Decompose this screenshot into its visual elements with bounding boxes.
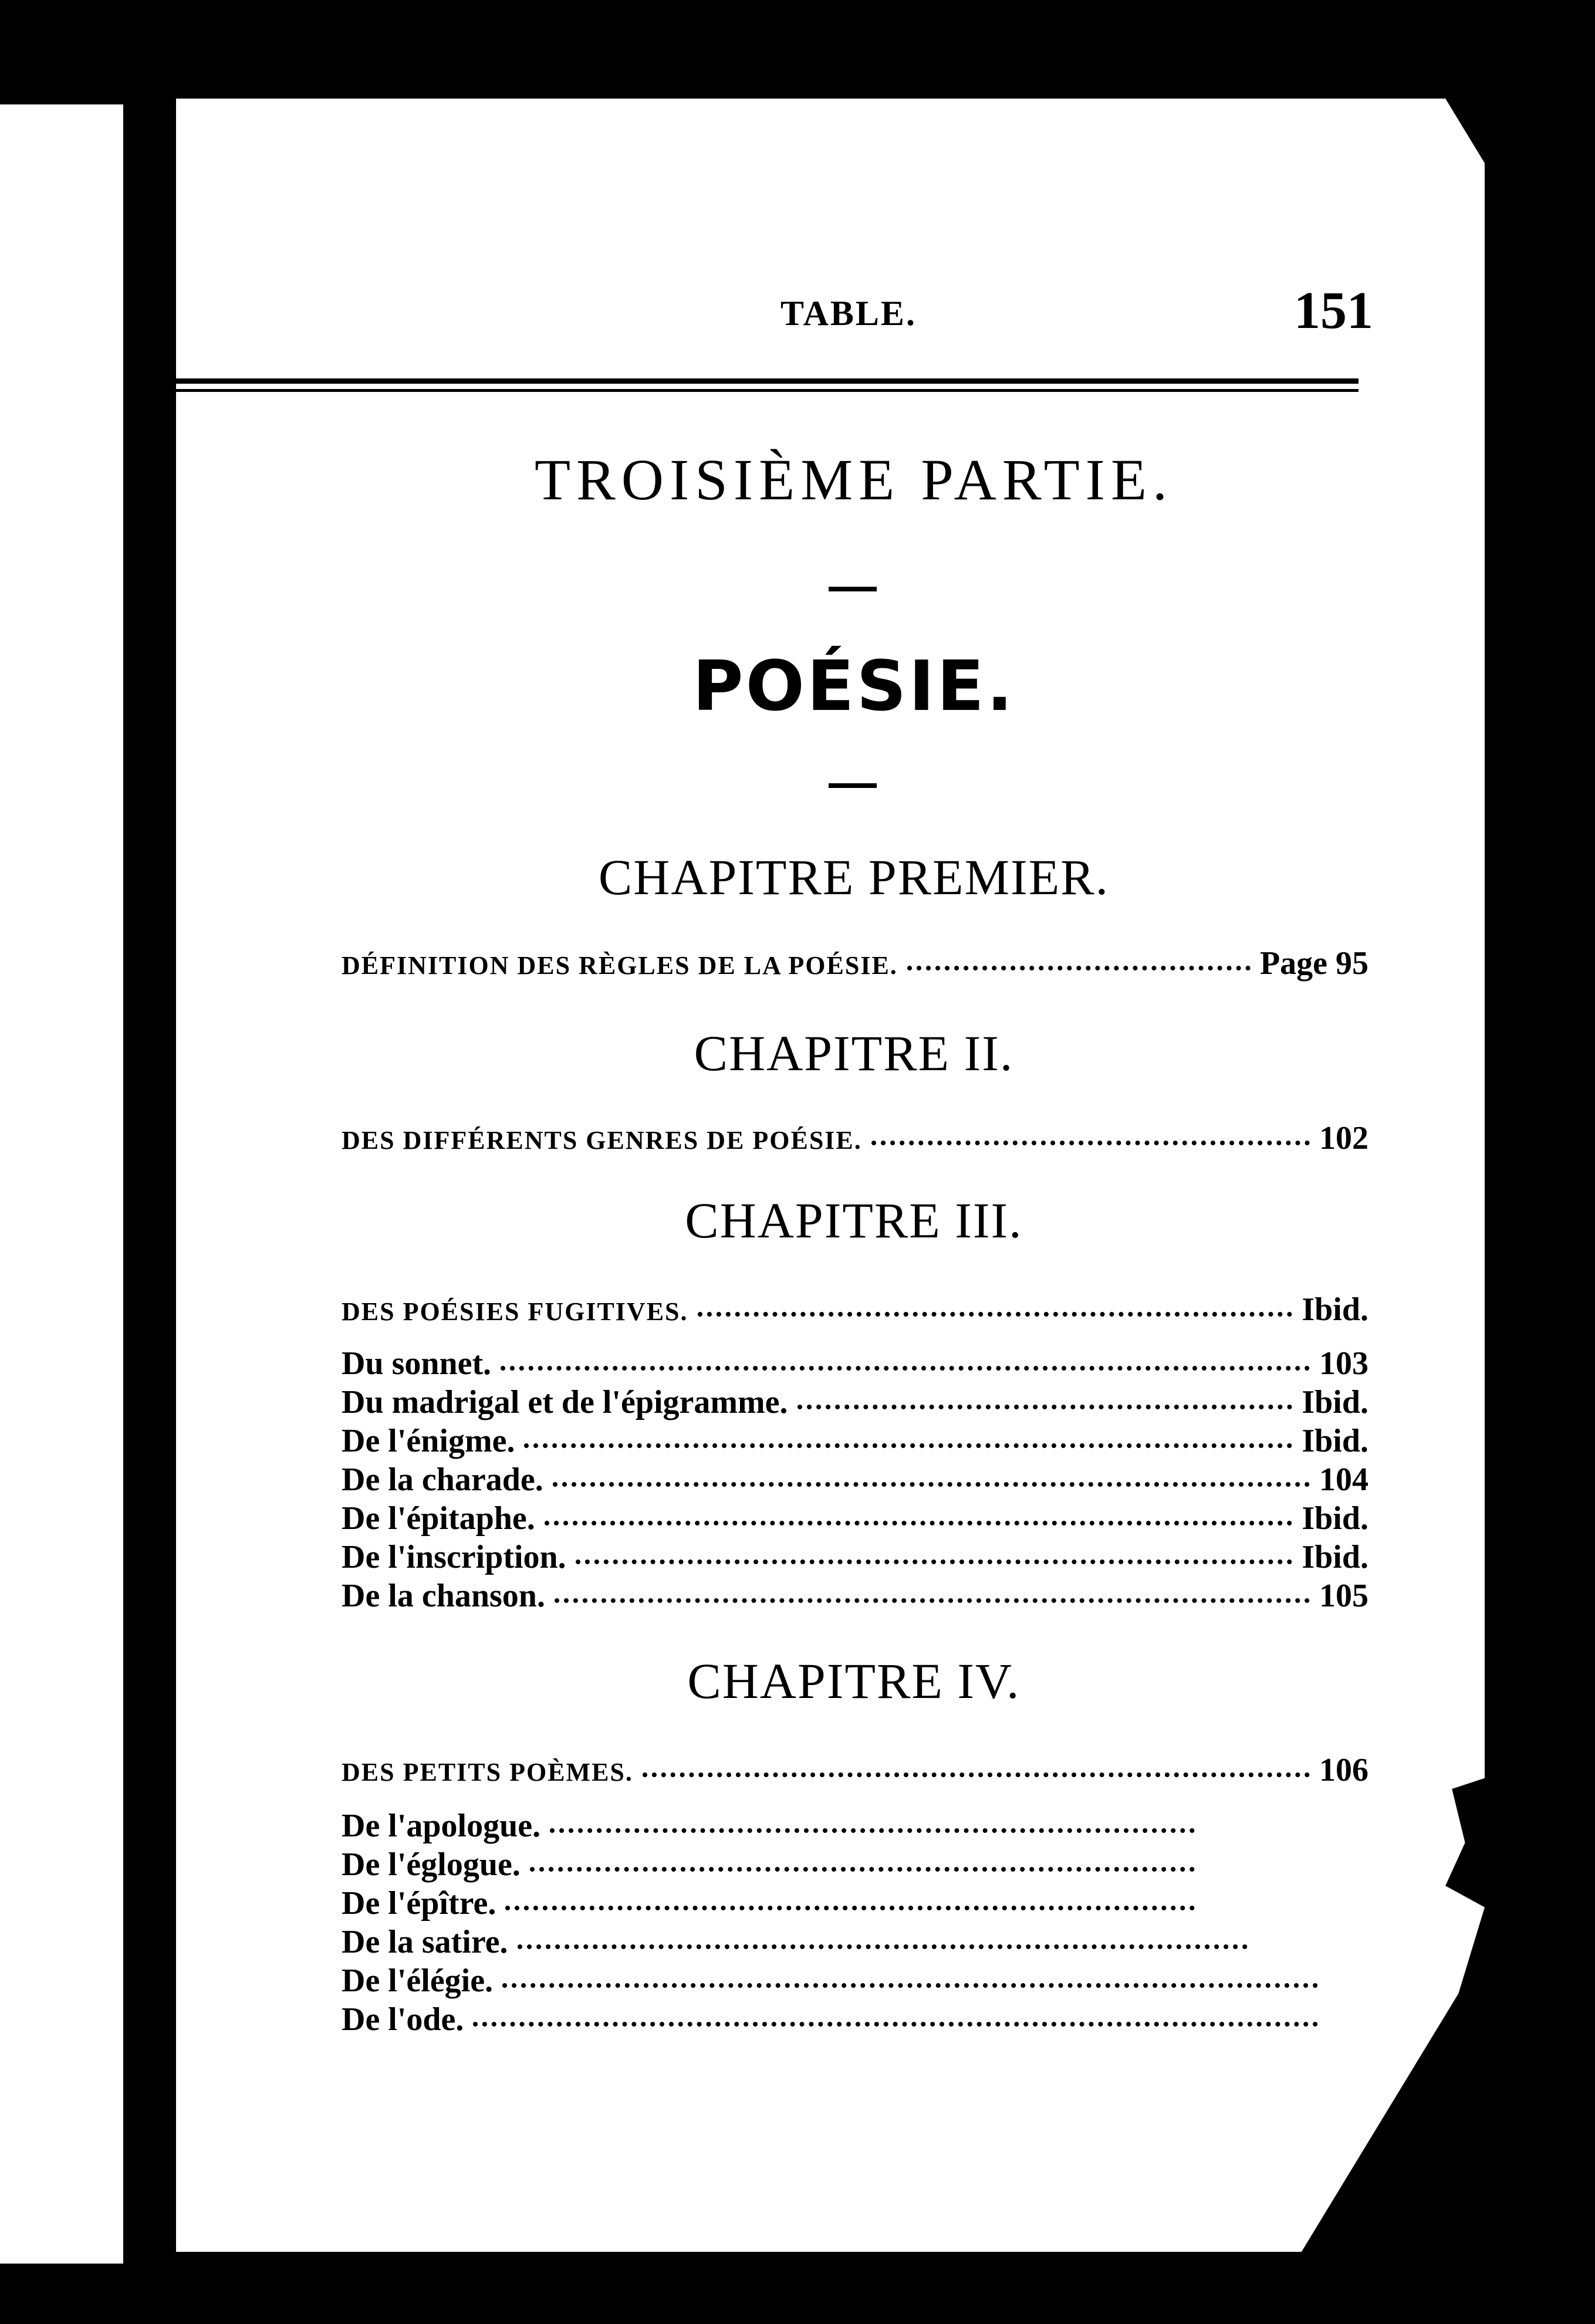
toc-entry-label: De la charade. <box>342 1462 543 1498</box>
toc-entry <box>342 1846 1204 1883</box>
toc-entry <box>342 1383 1368 1421</box>
toc-entry-label: De la chanson. <box>342 1578 545 1614</box>
toc-entry-label: DES DIFFÉRENTS GENRES DE POÉSIE. <box>342 1126 862 1155</box>
toc-entry <box>342 1461 1368 1498</box>
toc-entry <box>342 1291 1368 1328</box>
toc-entry-label: DES PETITS POÈMES. <box>342 1758 633 1787</box>
toc-entry-page: Page 95 <box>1259 945 1368 982</box>
toc-entry-page: Ibid. <box>1302 1291 1368 1328</box>
toc-entry <box>342 1345 1368 1382</box>
toc-entry <box>342 1962 1327 2000</box>
header-rule-thin <box>167 389 1359 392</box>
toc-entry-label: DES POÉSIES FUGITIVES. <box>342 1297 688 1326</box>
dot-leader <box>473 2022 1318 2027</box>
dot-leader <box>555 1598 1310 1603</box>
running-title: TABLE. <box>780 294 917 333</box>
toc-entry-page: 102 <box>1319 1120 1368 1156</box>
dot-leader <box>643 1772 1310 1777</box>
toc-entry-page: Ibid. <box>1302 1384 1368 1420</box>
part-title: TROISIÈME PARTIE. <box>534 447 1174 512</box>
toc-entry <box>342 945 1368 982</box>
toc-entry-page: 105 <box>1319 1578 1368 1614</box>
chapter-heading: CHAPITRE IV. <box>687 1653 1020 1709</box>
chapter-heading: CHAPITRE III. <box>685 1192 1023 1249</box>
toc-entry <box>342 1119 1368 1157</box>
toc-entry-label: De l'épître. <box>342 1885 496 1922</box>
chapter-heading: CHAPITRE PREMIER. <box>598 849 1110 905</box>
dot-leader <box>505 1906 1195 1910</box>
dot-leader <box>501 1366 1310 1371</box>
chapter-heading: CHAPITRE II. <box>694 1025 1014 1081</box>
toc-entry-page: Ibid. <box>1302 1423 1368 1459</box>
toc-entry-label: De l'énigme. <box>342 1423 515 1459</box>
toc-entry-page: 106 <box>1319 1752 1368 1788</box>
toc-entry <box>342 1538 1368 1576</box>
toc-entry-label: Du sonnet. <box>342 1345 492 1382</box>
dot-leader <box>553 1482 1310 1487</box>
toc-entry-page: 104 <box>1319 1462 1368 1498</box>
toc-entry <box>342 1807 1204 1845</box>
dot-leader <box>798 1405 1293 1409</box>
section-title: POÉSIE. <box>692 645 1015 726</box>
toc-entry <box>342 1923 1257 1961</box>
toc-entry-label: De l'églogue. <box>342 1846 521 1883</box>
left-margin-strip <box>0 104 123 2264</box>
page-number: 151 <box>1294 282 1373 340</box>
toc-entry-label: De l'apologue. <box>342 1808 541 1844</box>
dot-leader <box>698 1312 1293 1317</box>
toc-entry <box>342 1577 1368 1615</box>
toc-entry-label: De la satire. <box>342 1924 508 1960</box>
dot-leader <box>871 1141 1310 1145</box>
toc-entry-page: Ibid. <box>1302 1500 1368 1537</box>
toc-entry-label: De l'épitaphe. <box>342 1500 535 1537</box>
dot-leader <box>545 1521 1293 1525</box>
header-rule-thick <box>167 378 1359 384</box>
separator-dash <box>829 587 877 591</box>
dot-leader <box>530 1867 1195 1872</box>
toc-entry <box>342 2001 1327 2038</box>
toc-entry-label: De l'élégie. <box>342 1963 494 1999</box>
toc-entry-label: De l'ode. <box>342 2001 464 2038</box>
toc-entry <box>342 1500 1368 1537</box>
toc-entry <box>342 1751 1368 1789</box>
dot-leader <box>550 1828 1195 1833</box>
dot-leader <box>576 1560 1293 1564</box>
dot-leader <box>524 1443 1292 1448</box>
toc-entry-label: DÉFINITION DES RÈGLES DE LA POÉSIE. <box>342 951 898 980</box>
toc-entry <box>342 1885 1204 1922</box>
toc-entry-page: 103 <box>1319 1345 1368 1382</box>
dot-leader <box>907 966 1251 970</box>
toc-entry <box>342 1422 1368 1460</box>
dot-leader <box>518 1944 1248 1949</box>
toc-entry-label: Du madrigal et de l'épigramme. <box>342 1384 788 1420</box>
toc-entry-page: Ibid. <box>1302 1539 1368 1575</box>
toc-entry-label: De l'inscription. <box>342 1539 566 1575</box>
dot-leader <box>502 1983 1318 1988</box>
separator-dash <box>829 783 877 788</box>
